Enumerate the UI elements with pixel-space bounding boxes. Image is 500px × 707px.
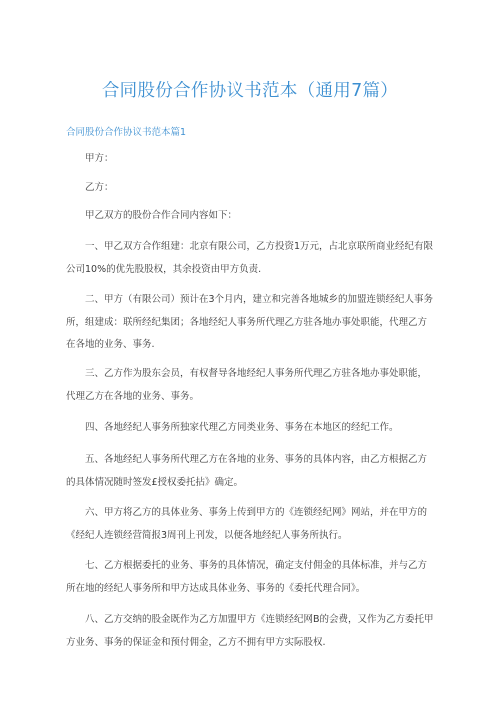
paragraph-clause-8: 八、乙方交纳的股金既作为乙方加盟甲方《连锁经纪网B的会费，又作为乙方委托甲方业务、事务的保证金和预付佣金，乙方不拥有甲方实际股权. <box>66 614 434 648</box>
paragraph-clause-4: 四、各地经纪人事务所独家代理乙方同类业务、事务在本地区的经纪工作。 <box>85 422 399 433</box>
document-title: 合同股份合作协议书范本（通用7篇） <box>101 81 399 101</box>
section-title: 合同股份合作协议书范本篇1 <box>66 127 187 138</box>
paragraph-clause-1: 一、甲乙双方合作组建：北京有限公司，乙方投资1万元，占北京联所商业经纪有限公司10%的优先股股权，其余投资由甲方负责. <box>66 241 434 275</box>
paragraph-clause-5: 五、各地经纪人事务所代理乙方在各地的业务、事务的具体内容，由乙方根据乙方的具体情况随时签发£授权委托拈》确定。 <box>66 454 428 488</box>
paragraph-intro: 甲乙双方的股份合作合同内容如下： <box>85 210 238 221</box>
paragraph-party-a: 甲方： <box>85 153 114 164</box>
paragraph-clause-6: 六、甲方将乙方的具体业务、事务上传到甲方的《连锁经纪网》网站，并在甲方的《经纪人连锁经营简报3周刊上刊发，以便各地经纪人事务所执行。 <box>66 507 428 541</box>
paragraph-clause-7: 七、乙方根据委托的业务、事务的具体情况，确定支付佣金的具体标准，并与乙方所在地的经纪人事务所和甲方达成具体业务、事务的《委托代理合同》。 <box>66 560 428 594</box>
paragraph-party-b: 乙方： <box>85 182 114 193</box>
paragraph-clause-3: 三、乙方作为股东会员，有权督导各地经纪人事务所代理乙方驻各地办事处职能，代理乙方在各地的业务、事务。 <box>66 368 428 402</box>
paragraph-clause-2: 二、甲方（有限公司）预计在3个月内，建立和完善各地城乡的加盟连锁经纪人事务所，组建成：联所经纪集团；各地经纪人事务所代理乙方驻各地办事处职能，代理乙方在各地的业务、事务. <box>66 294 434 350</box>
